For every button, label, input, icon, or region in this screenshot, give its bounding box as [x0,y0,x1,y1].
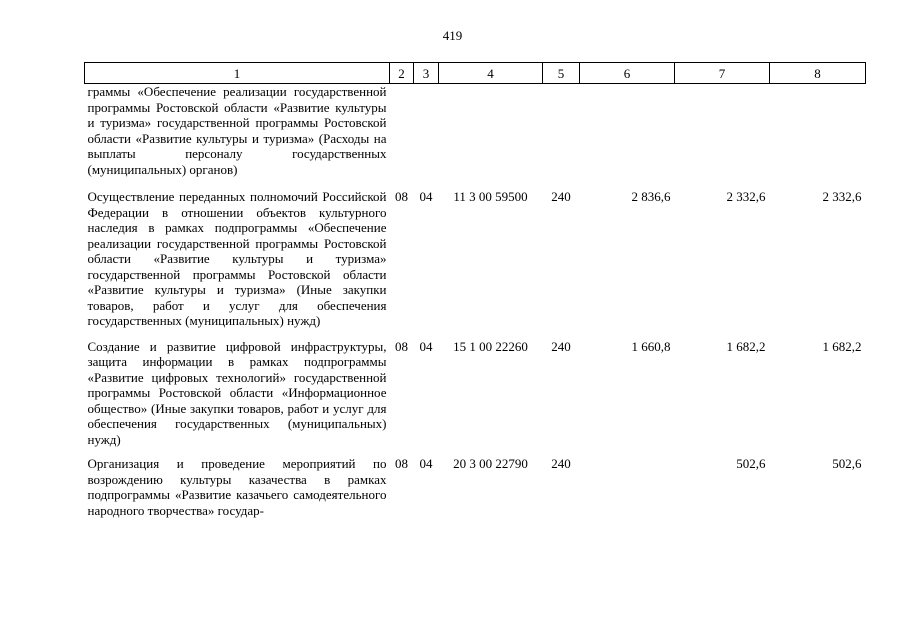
header-row [85,63,866,84]
row-amount-2 [675,84,770,190]
row-description: Организация и проведение мероприятий по возрождению культуры казачества в рамках подпрограммы «Развитие казачьего самодеятельного народного творчества» государ- [87,456,387,518]
row-amount-3: 1 682,2 [822,338,862,354]
row-amount-3: 502,6 [832,456,862,471]
table-row [85,189,866,339]
row-subsection: 04 [419,338,433,354]
row-expense-type: 240 [551,338,571,354]
table-row [85,339,866,457]
row-section: 08 [395,189,408,204]
column-header-8: 8 [770,63,866,84]
row-description: Создание и развитие цифровой инфраструктуры, защита информации в рамках подпрограммы «Развитие цифровых технологий» государственной программы Ростовской области «Информационное общество» (Иные закупки товаров, работ и услуг для обеспечения государственных (муниципальных) нужд) [87,338,387,447]
row-amount-2: 2 332,6 [726,189,766,204]
budget-table [84,62,866,530]
column-header-4: 4 [439,63,543,84]
row-amount-2: 1 682,2 [726,338,766,354]
row-section [390,84,414,190]
row-target-code [439,84,543,190]
row-amount-1: 1 660,8 [631,338,671,354]
row-description: Осуществление переданных полномочий Российской Федерации в отношении объектов культурного наследия в рамках подпрограммы «Обеспечение реализации государственной программы Ростовской области «Развитие культуры и туризма» государственной программы Ростовской области «Развитие культуры и туризма» (Иные закупки товаров, работ и услуг для обеспечения государственных (муниципальных) нужд) [87,189,387,328]
table-row [85,84,866,190]
row-amount-1 [580,84,675,190]
row-expense-type [543,84,580,190]
table-row [85,456,866,530]
row-amount-1 [580,456,675,530]
row-description: граммы «Обеспечение реализации государственной программы Ростовской области «Развитие культуры и туризма» государственной программы Ростовской области «Развитие культуры и туризма» (Расходы на выплаты персоналу государственных (муниципальных) органов) [87,84,387,177]
row-expense-type: 240 [551,189,571,204]
row-amount-3 [770,84,866,190]
row-section: 08 [395,456,408,471]
row-amount-3: 2 332,6 [822,189,862,204]
column-header-7: 7 [675,63,770,84]
row-subsection: 04 [419,189,433,204]
column-header-6: 6 [580,63,675,84]
row-target-code: 15 1 00 22260 [453,338,528,354]
row-target-code: 11 3 00 59500 [453,189,528,204]
table-header [85,63,866,84]
row-section: 08 [395,338,408,354]
column-header-2: 2 [390,63,414,84]
row-amount-1: 2 836,6 [631,189,671,204]
column-header-5: 5 [543,63,580,84]
column-header-1: 1 [85,63,390,84]
row-target-code: 20 3 00 22790 [453,456,528,471]
column-header-3: 3 [414,63,439,84]
row-expense-type: 240 [551,456,571,471]
row-subsection: 04 [419,456,433,471]
row-amount-2: 502,6 [736,456,766,471]
row-subsection [414,84,439,190]
page-number: 419 [442,28,463,43]
table-body [85,84,866,531]
